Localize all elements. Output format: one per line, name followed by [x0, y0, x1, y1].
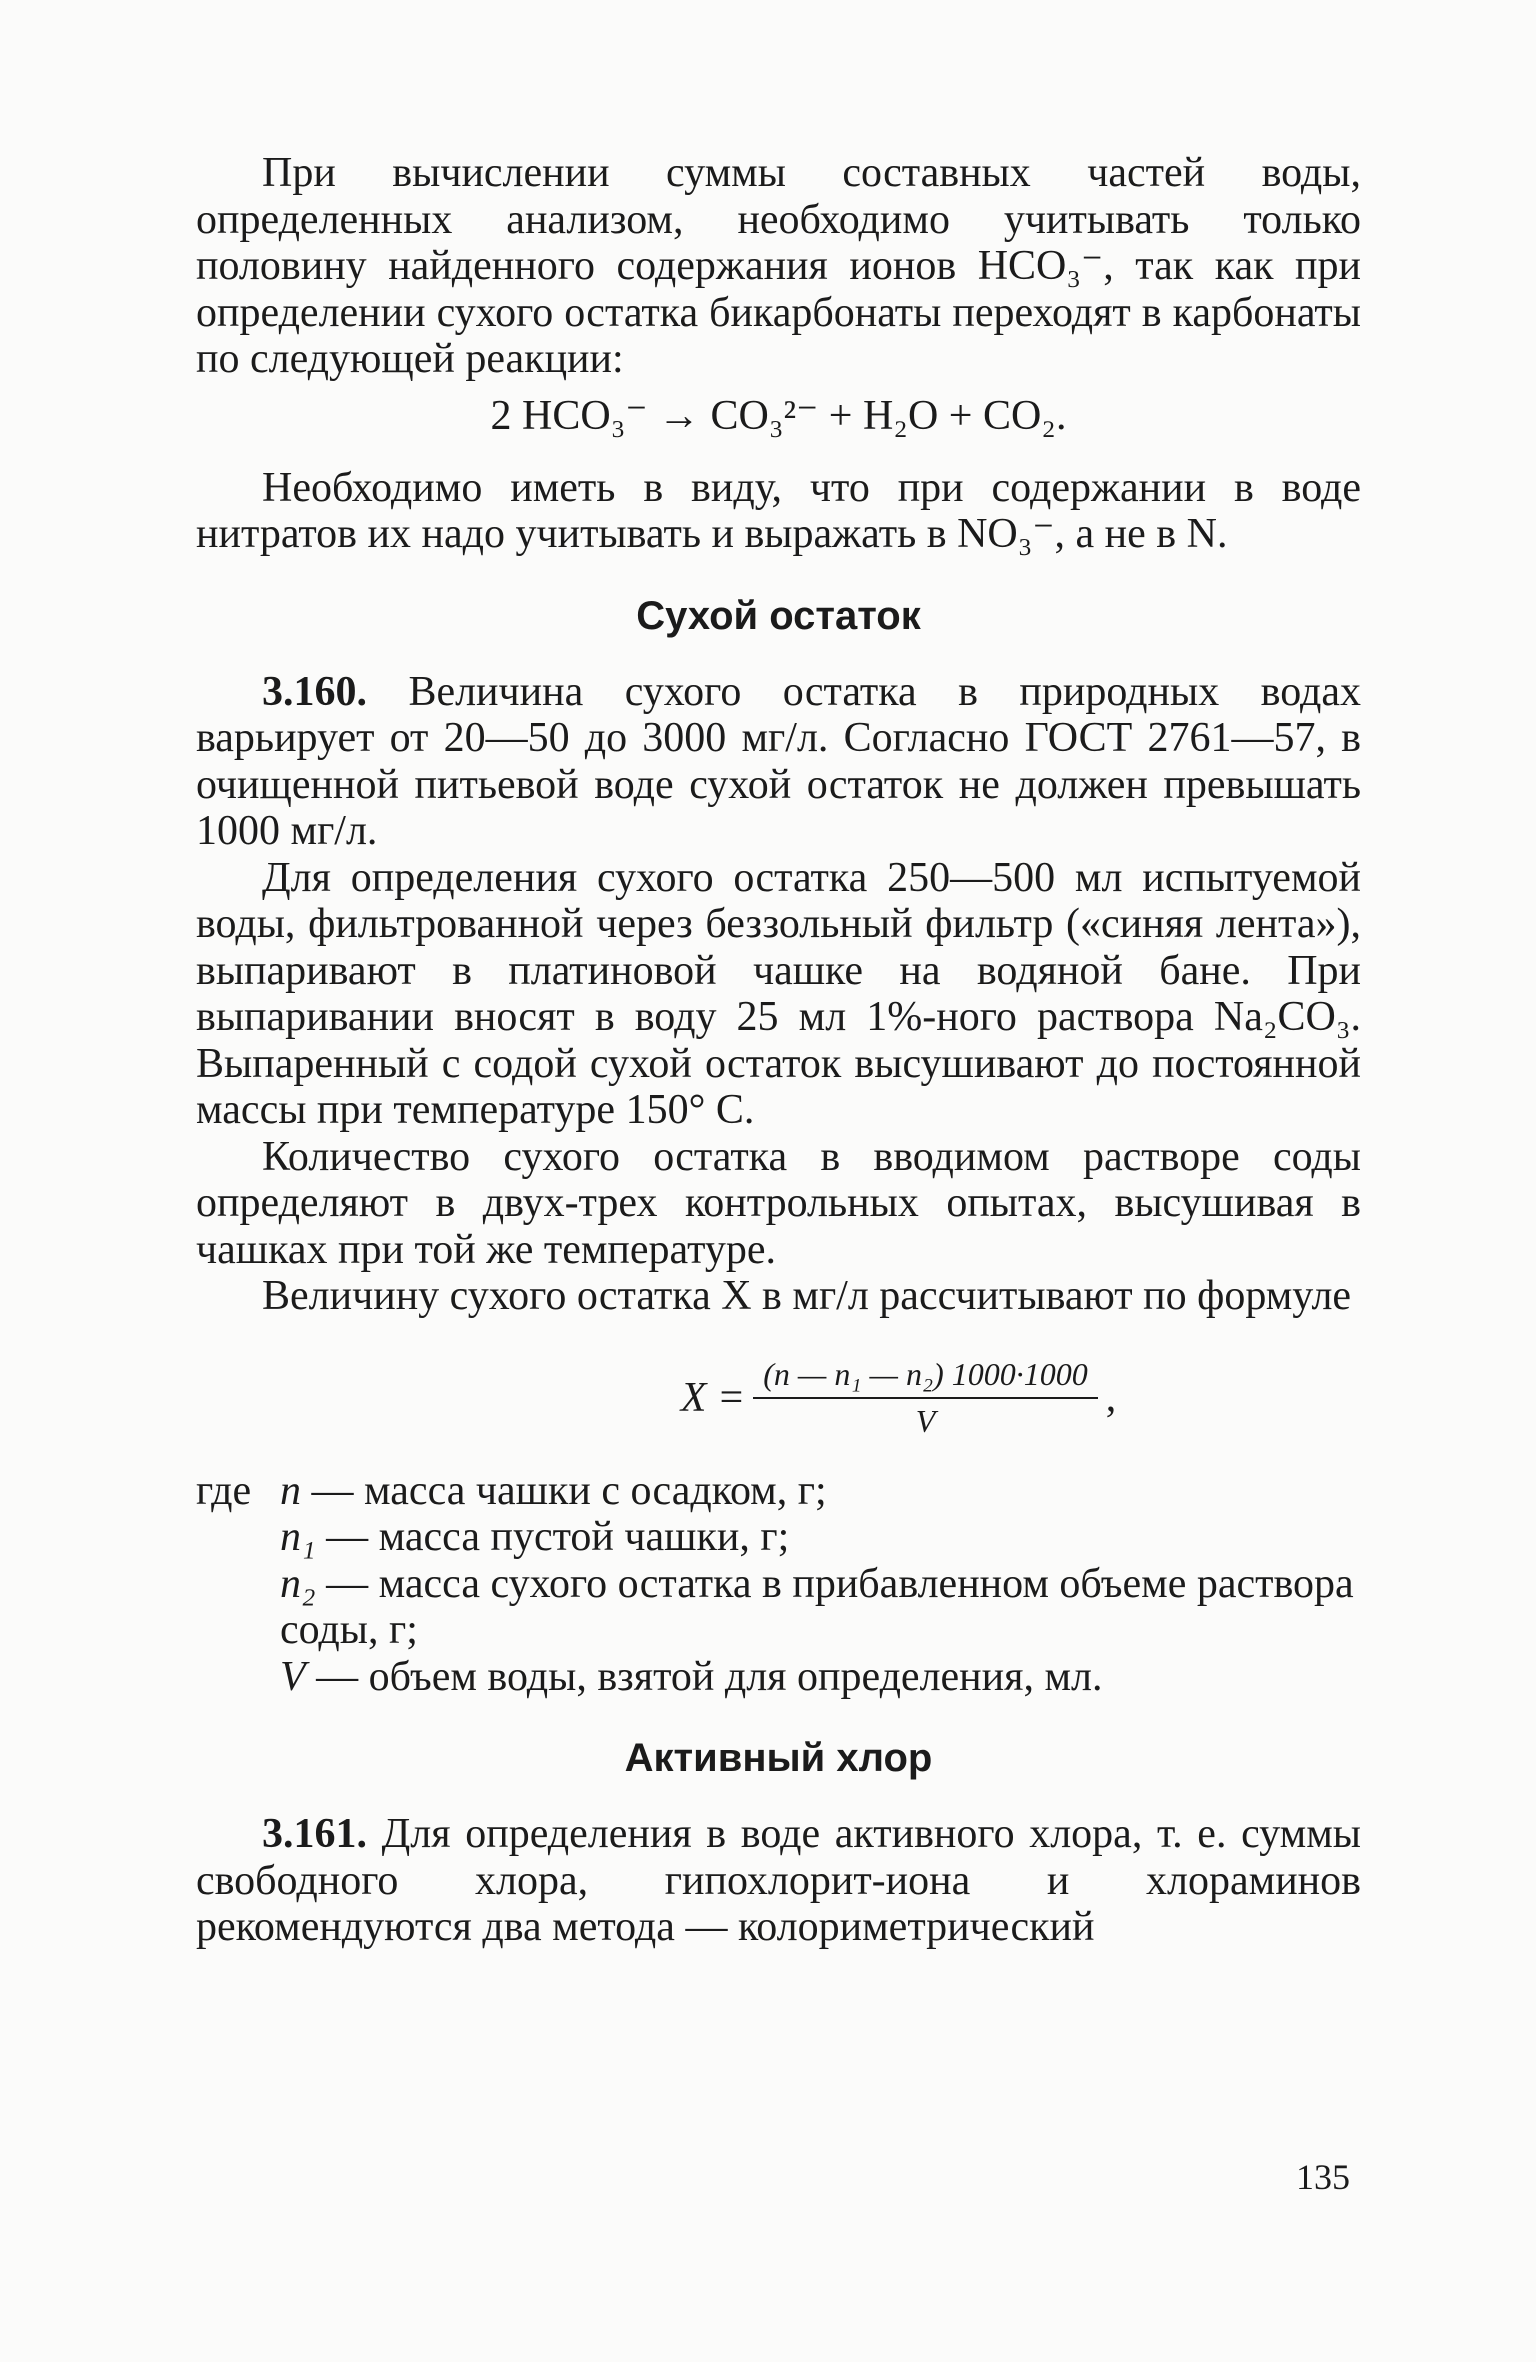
definition-text: — масса сухого остатка в прибавленном объеме раствора соды, г;	[280, 1560, 1354, 1653]
section-heading-active-chlorine: Активный хлор	[624, 1736, 933, 1780]
definition-symbol: n₁	[280, 1514, 316, 1560]
where-label: где	[196, 1467, 252, 1514]
section-heading-dry-residue: Сухой остаток	[636, 593, 921, 638]
definition-row	[196, 1561, 1361, 1654]
paragraph-3-161	[196, 1811, 1361, 1951]
definitions-list	[196, 1468, 1361, 1701]
paragraph-control: Количество сухого остатка в вводимом растворе соды определяют в двух-трех контрольных опытах, высушивая в чашках при той же температуре.	[196, 1133, 1361, 1273]
page-number: 135	[1296, 2157, 1350, 2197]
item-number: 3.161.	[262, 1811, 367, 1857]
definition-symbol: V	[280, 1653, 306, 1700]
formula-lhs: X =	[680, 1374, 746, 1421]
page-body	[196, 150, 1361, 1951]
definition-row	[196, 1654, 1361, 1701]
paragraph-text: Величина сухого остатка в природных водах варьирует от 20—50 до 3000 мг/л. Согласно ГОСТ 2761—57, в очищенной питьевой воде сухой остаток не должен превышать 1000 мг/л.	[196, 668, 1361, 854]
formula-fraction	[753, 1356, 1097, 1440]
definition-text: — объем воды, взятой для определения, мл.	[305, 1653, 1103, 1700]
paragraph-text: Для определения в воде активного хлора, т. е. суммы свободного хлора, гипохлорит-иона и хлораминов рекомендуются два метода — колориметрический	[196, 1811, 1361, 1950]
formula	[436, 1356, 1361, 1440]
formula-tail: ,	[1105, 1374, 1117, 1421]
definition-text: — масса пустой чашки, г;	[315, 1514, 790, 1560]
paragraph-nitrates: Необходимо иметь в виду, что при содержании в воде нитратов их надо учитывать и выражать в NO₃⁻, а не в N.	[196, 464, 1361, 557]
definition-text: — масса чашки с осадком, г;	[301, 1467, 827, 1514]
formula-denominator: V	[915, 1402, 936, 1439]
definition-symbol: n₂	[280, 1560, 316, 1607]
paragraph-formula-intro: Величину сухого остатка X в мг/л рассчитывают по формуле	[262, 1273, 1352, 1319]
reaction-equation: 2 НСО₃⁻ → СО₃²⁻ + Н₂О + СО₂.	[490, 392, 1067, 439]
definition-row	[196, 1514, 1361, 1561]
formula-numerator: (n — n₁ — n₂) 1000·1000	[753, 1356, 1097, 1399]
definition-row	[196, 1468, 1361, 1515]
definition-symbol: n	[280, 1467, 301, 1514]
paragraph-intro: При вычислении суммы составных частей воды, определенных анализом, необходимо учитывать только половину найденного содержания ионов НСО₃⁻, так как при определении сухого остатка бикарбонаты переходят в карбонаты по следующей реакции:	[196, 150, 1361, 382]
paragraph-3-160	[196, 669, 1361, 855]
item-number: 3.160.	[262, 668, 367, 715]
paragraph-procedure: Для определения сухого остатка 250—500 мл испытуемой воды, фильтрованной через беззольный фильтр («синяя лента»), выпаривают в платиновой чашке на водяной бане. При выпаривании вносят в воду 25 мл 1%-ного раствора Na₂CO₃. Выпаренный с содой сухой остаток высушивают до постоянной массы при температуре 150° С.	[196, 854, 1361, 1133]
